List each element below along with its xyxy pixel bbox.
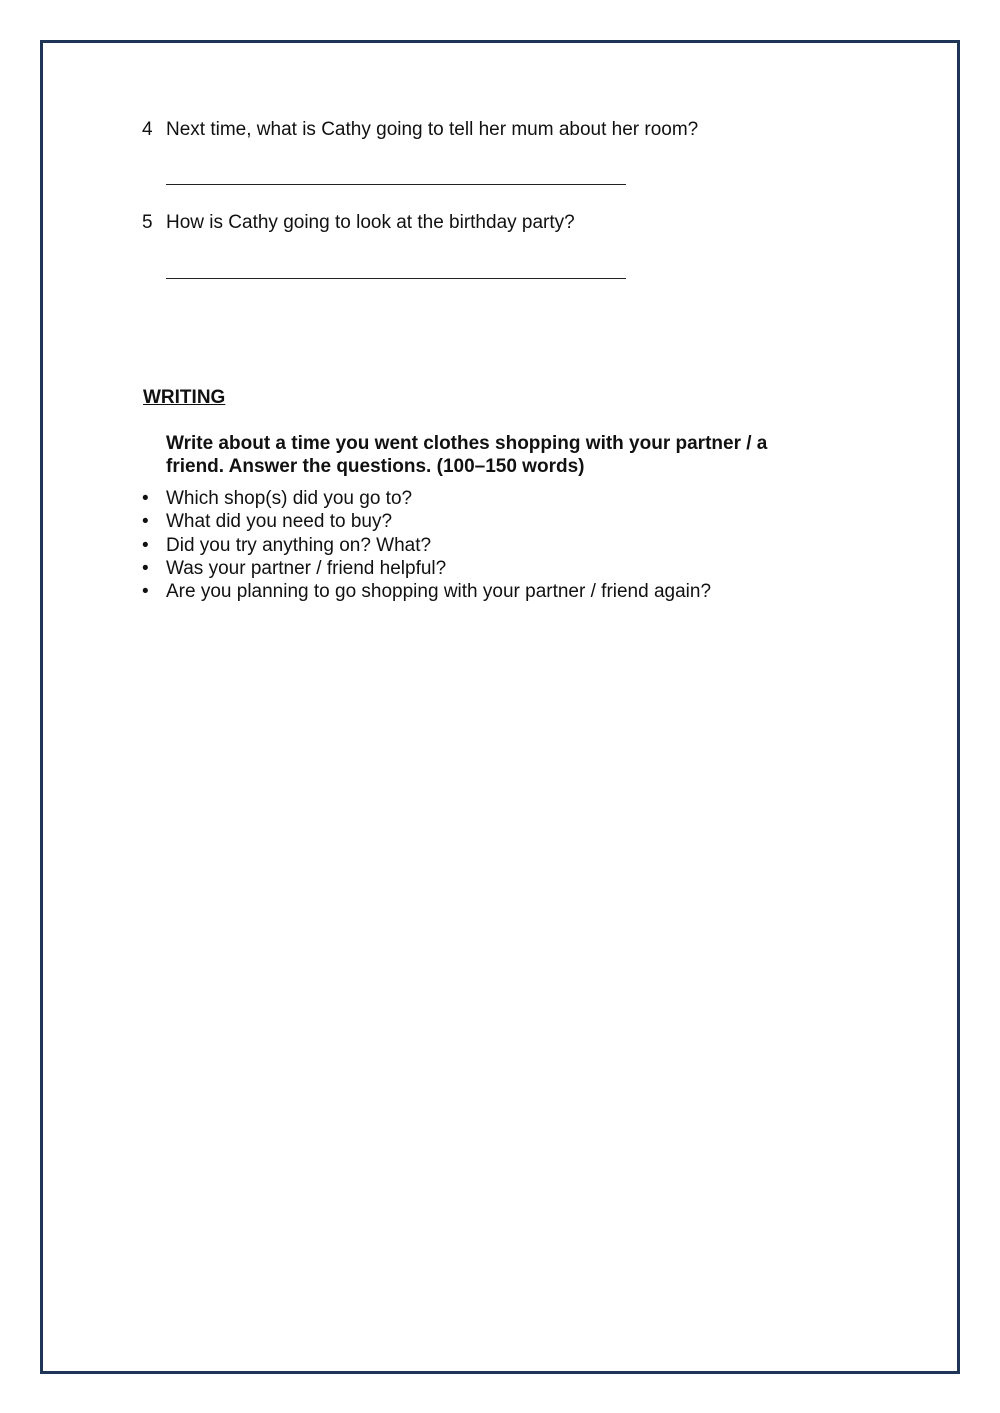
list-item-text: Are you planning to go shopping with your partner / friend again? — [166, 581, 712, 603]
section-heading-writing: WRITING — [143, 387, 226, 408]
question-5 — [142, 211, 575, 235]
writing-instruction: Write about a time you went clothes shopping with your partner / a friend. Answer the questions. (100–150 words) — [166, 433, 768, 477]
list-item-text: What did you need to buy? — [166, 511, 393, 533]
question-number: 4 — [142, 119, 153, 140]
list-item — [140, 534, 711, 557]
list-item-text: Which shop(s) did you go to? — [166, 488, 413, 509]
answer-line-5[interactable] — [166, 278, 626, 279]
list-item — [140, 487, 711, 510]
bullet-icon: • — [142, 557, 149, 579]
bullet-icon: • — [142, 581, 149, 603]
question-number: 5 — [142, 212, 153, 233]
list-item — [140, 557, 711, 580]
writing-prompts-list — [140, 487, 711, 603]
bullet-icon: • — [142, 488, 149, 509]
list-item — [140, 580, 711, 603]
question-text: Next time, what is Cathy going to tell her mum about her room? — [166, 119, 699, 140]
answer-line-4[interactable] — [166, 184, 626, 185]
list-item-text: Did you try anything on? What? — [166, 534, 432, 556]
question-4 — [142, 118, 698, 142]
list-item — [140, 510, 711, 533]
bullet-icon: • — [142, 511, 149, 533]
bullet-icon: • — [142, 534, 149, 556]
question-text: How is Cathy going to look at the birthday party? — [166, 212, 575, 233]
list-item-text: Was your partner / friend helpful? — [166, 557, 447, 579]
page-border — [40, 40, 960, 1374]
